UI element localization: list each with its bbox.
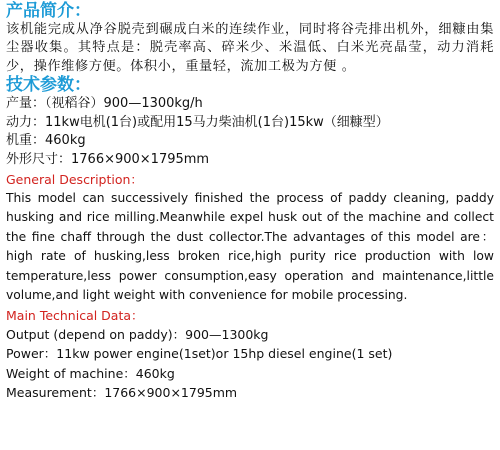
cn-spec-output: 产量：（视稻谷）900—1300kg/h	[6, 96, 203, 112]
cn-spec-power: 动力：11kw电机(1台)或配用15马力柴油机(1台)15kw（细糠型）	[6, 114, 389, 130]
cn-intro-text: 该机能完成从净谷脱壳到碾成白米的连续作业，同时将谷壳排出机外，细糠由集尘器收集。其特点是：脱壳率高、碎米少、米温低、白米光亮晶莹，动力消耗少，操作维修方便。体积小，重量轻，流加工极为方便 。	[6, 22, 494, 74]
en-description-heading: General Description：	[6, 171, 143, 187]
en-description-text: This model can successively finished the process of paddy cleaning, paddy husking and rice milling.Meanwhile expel husk out of the machine and collect the fine chaff through the dust collector.The advantages of this model are：high rate of husking,less broken rice,high purity rice production with low temperature,less power consumption,easy operation and maintenance,little volume,and light weight with convenience for mobile processing.	[6, 190, 494, 303]
en-spec-weight: Weight of machine：460kg	[6, 365, 175, 381]
en-spec-measurement: Measurement：1766×900×1795mm	[6, 385, 238, 401]
en-technical-list	[6, 325, 494, 403]
cn-specs-heading: 技术参数：	[6, 75, 91, 96]
cn-spec-weight: 机重：460kg	[6, 133, 86, 149]
cn-specs-list	[6, 95, 494, 169]
en-technical-heading: Main Technical Data：	[6, 307, 144, 323]
en-spec-output: Output (depend on paddy)：900—1300kg	[6, 326, 269, 342]
cn-spec-dimensions: 外形尺寸：1766×900×1795mm	[6, 152, 210, 167]
cn-intro-heading: 产品简介：	[6, 1, 91, 21]
en-spec-power: Power：11kw power engine(1set)or 15hp diesel engine(1 set)	[6, 346, 393, 362]
